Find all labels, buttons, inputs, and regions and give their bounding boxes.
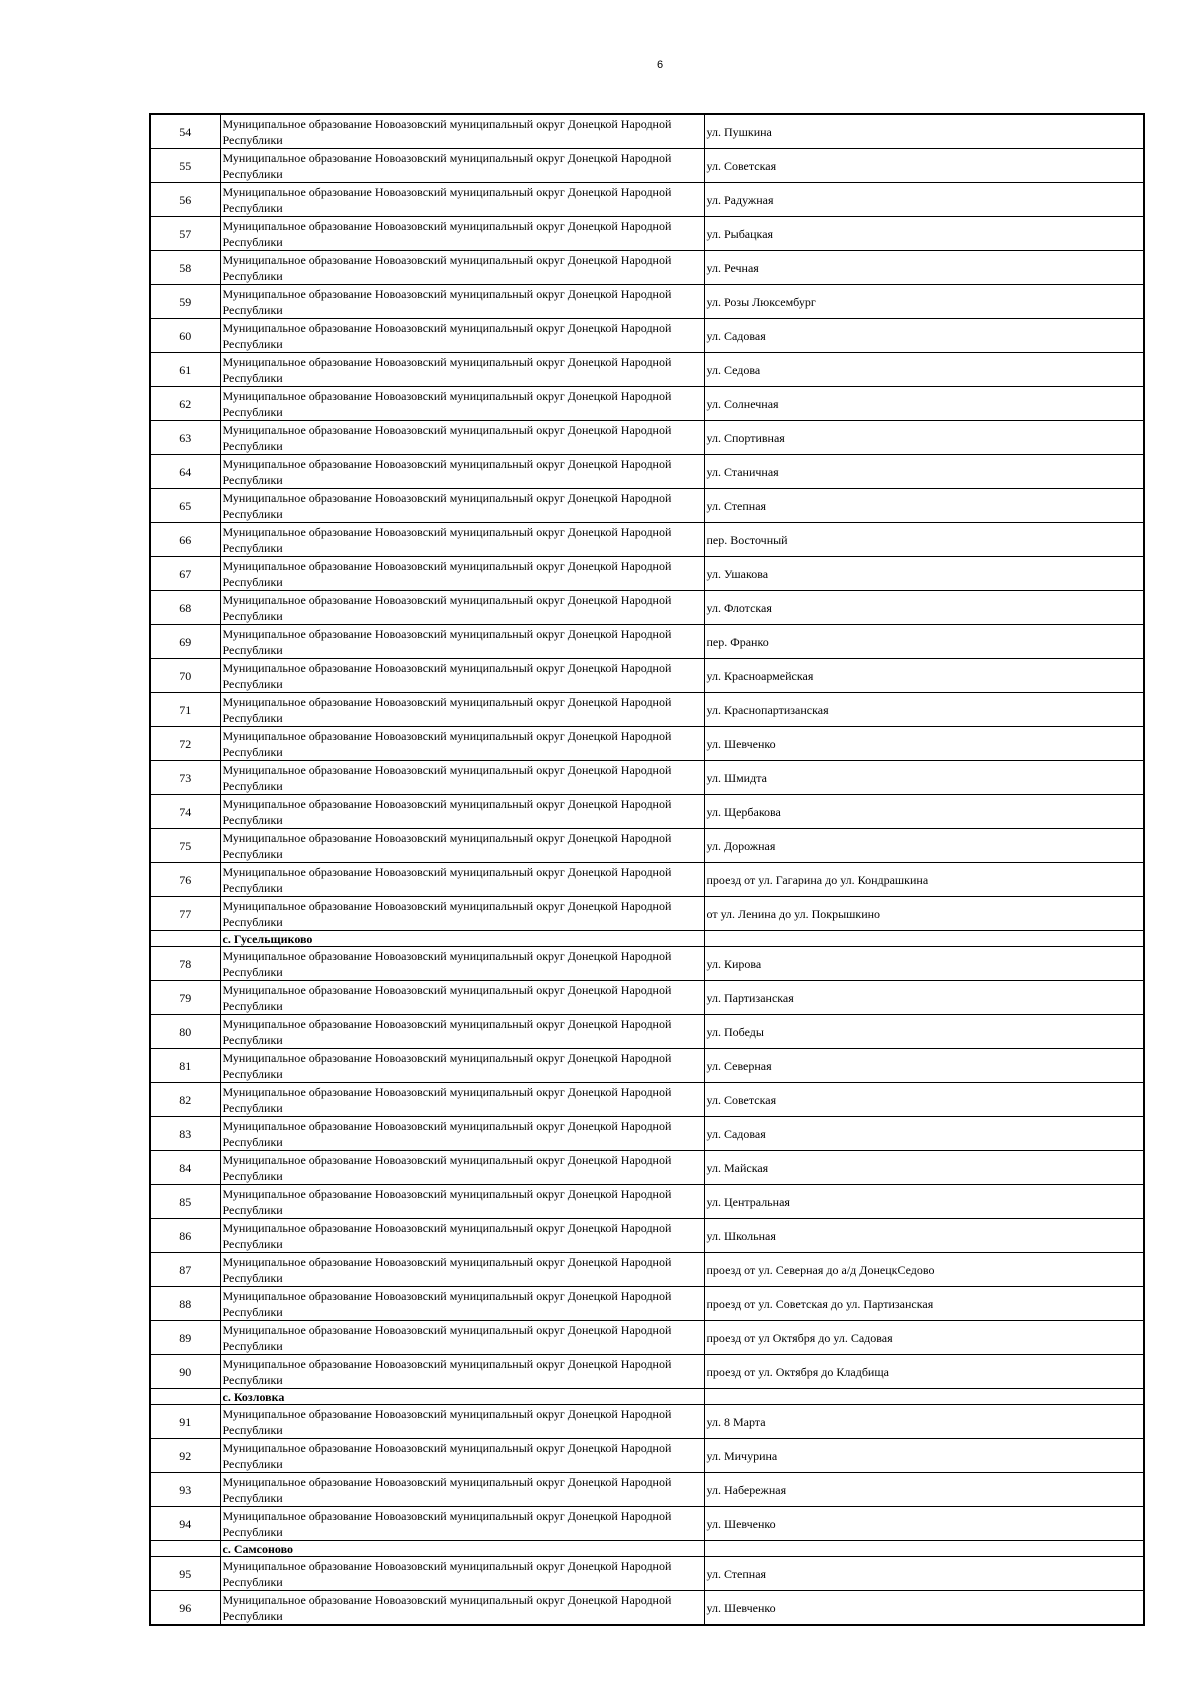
municipality-name: Муниципальное образование Новоазовский муниципальный округ Донецкой Народной Республики — [220, 693, 704, 727]
table-row — [150, 1253, 1144, 1287]
row-number: 95 — [150, 1557, 220, 1591]
street-name: ул. Пушкина — [704, 114, 1144, 149]
table-row — [150, 217, 1144, 251]
street-name: ул. Шевченко — [704, 1591, 1144, 1626]
road-list-table — [149, 113, 1145, 1626]
municipality-name: Муниципальное образование Новоазовский муниципальный округ Донецкой Народной Республики — [220, 421, 704, 455]
section-label: с. Самсоново — [220, 1541, 704, 1557]
row-number: 64 — [150, 455, 220, 489]
street-name: ул. Щербакова — [704, 795, 1144, 829]
table-row — [150, 829, 1144, 863]
street-name: ул. Речная — [704, 251, 1144, 285]
municipality-name: Муниципальное образование Новоазовский муниципальный округ Донецкой Народной Республики — [220, 761, 704, 795]
row-number: 68 — [150, 591, 220, 625]
row-number: 79 — [150, 981, 220, 1015]
street-name: проезд от ул. Северная до а/д ДонецкСедово — [704, 1253, 1144, 1287]
municipality-name: Муниципальное образование Новоазовский муниципальный округ Донецкой Народной Республики — [220, 353, 704, 387]
table-row — [150, 1321, 1144, 1355]
section-label: с. Козловка — [220, 1389, 704, 1405]
municipality-name: Муниципальное образование Новоазовский муниципальный округ Донецкой Народной Республики — [220, 1219, 704, 1253]
row-number: 83 — [150, 1117, 220, 1151]
table-row — [150, 1117, 1144, 1151]
table-row — [150, 1591, 1144, 1626]
street-name: ул. Набережная — [704, 1473, 1144, 1507]
municipality-name: Муниципальное образование Новоазовский муниципальный округ Донецкой Народной Республики — [220, 1253, 704, 1287]
row-number: 76 — [150, 863, 220, 897]
row-number: 67 — [150, 557, 220, 591]
municipality-name: Муниципальное образование Новоазовский муниципальный округ Донецкой Народной Республики — [220, 319, 704, 353]
municipality-name: Муниципальное образование Новоазовский муниципальный округ Донецкой Народной Республики — [220, 1355, 704, 1389]
municipality-name: Муниципальное образование Новоазовский муниципальный округ Донецкой Народной Республики — [220, 114, 704, 149]
municipality-name: Муниципальное образование Новоазовский муниципальный округ Донецкой Народной Республики — [220, 1117, 704, 1151]
section-header-row — [150, 1541, 1144, 1557]
table-row — [150, 149, 1144, 183]
street-name: ул. Станичная — [704, 455, 1144, 489]
municipality-name: Муниципальное образование Новоазовский муниципальный округ Донецкой Народной Республики — [220, 387, 704, 421]
row-number: 59 — [150, 285, 220, 319]
table-row — [150, 489, 1144, 523]
table-row — [150, 863, 1144, 897]
street-name: ул. Мичурина — [704, 1439, 1144, 1473]
section-street-cell — [704, 931, 1144, 947]
row-number: 78 — [150, 947, 220, 981]
table-row — [150, 897, 1144, 931]
street-name: ул. Советская — [704, 149, 1144, 183]
municipality-name: Муниципальное образование Новоазовский муниципальный округ Донецкой Народной Республики — [220, 455, 704, 489]
table-row — [150, 761, 1144, 795]
municipality-name: Муниципальное образование Новоазовский муниципальный округ Донецкой Народной Республики — [220, 1049, 704, 1083]
page-number: 6 — [656, 59, 664, 71]
street-name: ул. Садовая — [704, 319, 1144, 353]
table-row — [150, 1507, 1144, 1541]
street-name: ул. Рыбацкая — [704, 217, 1144, 251]
street-name: ул. Партизанская — [704, 981, 1144, 1015]
table-row — [150, 114, 1144, 149]
street-name: проезд от ул. Советская до ул. Партизанская — [704, 1287, 1144, 1321]
row-number: 90 — [150, 1355, 220, 1389]
street-name: ул. Дорожная — [704, 829, 1144, 863]
row-number: 71 — [150, 693, 220, 727]
municipality-name: Муниципальное образование Новоазовский муниципальный округ Донецкой Народной Республики — [220, 1321, 704, 1355]
section-street-cell — [704, 1541, 1144, 1557]
street-name: ул. Розы Люксембург — [704, 285, 1144, 319]
municipality-name: Муниципальное образование Новоазовский муниципальный округ Донецкой Народной Республики — [220, 625, 704, 659]
street-name: ул. Школьная — [704, 1219, 1144, 1253]
street-name: ул. Кирова — [704, 947, 1144, 981]
street-name: ул. Степная — [704, 1557, 1144, 1591]
table-row — [150, 1355, 1144, 1389]
table-row — [150, 1083, 1144, 1117]
row-number: 73 — [150, 761, 220, 795]
row-number: 81 — [150, 1049, 220, 1083]
street-name: ул. Спортивная — [704, 421, 1144, 455]
municipality-name: Муниципальное образование Новоазовский муниципальный округ Донецкой Народной Республики — [220, 183, 704, 217]
street-name: ул. Шмидта — [704, 761, 1144, 795]
table-row — [150, 1185, 1144, 1219]
row-number: 63 — [150, 421, 220, 455]
row-number: 85 — [150, 1185, 220, 1219]
street-name: от ул. Ленина до ул. Покрышкино — [704, 897, 1144, 931]
street-name: ул. Шевченко — [704, 727, 1144, 761]
street-name: ул. Солнечная — [704, 387, 1144, 421]
street-name: ул. Радужная — [704, 183, 1144, 217]
municipality-name: Муниципальное образование Новоазовский муниципальный округ Донецкой Народной Республики — [220, 149, 704, 183]
table-row — [150, 981, 1144, 1015]
municipality-name: Муниципальное образование Новоазовский муниципальный округ Донецкой Народной Республики — [220, 1015, 704, 1049]
table-row — [150, 319, 1144, 353]
street-name: ул. Советская — [704, 1083, 1144, 1117]
row-number: 89 — [150, 1321, 220, 1355]
municipality-name: Муниципальное образование Новоазовский муниципальный округ Донецкой Народной Республики — [220, 523, 704, 557]
row-number: 72 — [150, 727, 220, 761]
municipality-name: Муниципальное образование Новоазовский муниципальный округ Донецкой Народной Республики — [220, 795, 704, 829]
row-number: 82 — [150, 1083, 220, 1117]
table-row — [150, 795, 1144, 829]
row-number: 54 — [150, 114, 220, 149]
table-row — [150, 947, 1144, 981]
street-name: ул. Седова — [704, 353, 1144, 387]
street-name: ул. Центральная — [704, 1185, 1144, 1219]
table-row — [150, 421, 1144, 455]
municipality-name: Муниципальное образование Новоазовский муниципальный округ Донецкой Народной Республики — [220, 591, 704, 625]
row-number: 74 — [150, 795, 220, 829]
row-number: 84 — [150, 1151, 220, 1185]
section-number-cell — [150, 1541, 220, 1557]
section-number-cell — [150, 931, 220, 947]
municipality-name: Муниципальное образование Новоазовский муниципальный округ Донецкой Народной Республики — [220, 947, 704, 981]
municipality-name: Муниципальное образование Новоазовский муниципальный округ Донецкой Народной Республики — [220, 1287, 704, 1321]
street-name: ул. Садовая — [704, 1117, 1144, 1151]
table-row — [150, 285, 1144, 319]
municipality-name: Муниципальное образование Новоазовский муниципальный округ Донецкой Народной Республики — [220, 1473, 704, 1507]
table-row — [150, 523, 1144, 557]
row-number: 69 — [150, 625, 220, 659]
street-name: ул. Флотская — [704, 591, 1144, 625]
table-row — [150, 183, 1144, 217]
street-name: пер. Восточный — [704, 523, 1144, 557]
table-row — [150, 1015, 1144, 1049]
municipality-name: Муниципальное образование Новоазовский муниципальный округ Донецкой Народной Республики — [220, 1591, 704, 1626]
table-row — [150, 591, 1144, 625]
table-row — [150, 1151, 1144, 1185]
municipality-name: Муниципальное образование Новоазовский муниципальный округ Донецкой Народной Республики — [220, 1083, 704, 1117]
municipality-name: Муниципальное образование Новоазовский муниципальный округ Донецкой Народной Республики — [220, 1507, 704, 1541]
row-number: 60 — [150, 319, 220, 353]
row-number: 92 — [150, 1439, 220, 1473]
row-number: 88 — [150, 1287, 220, 1321]
table-row — [150, 1473, 1144, 1507]
row-number: 75 — [150, 829, 220, 863]
street-name: ул. 8 Марта — [704, 1405, 1144, 1439]
table-row — [150, 387, 1144, 421]
row-number: 62 — [150, 387, 220, 421]
table-row — [150, 455, 1144, 489]
section-header-row — [150, 1389, 1144, 1405]
table-row — [150, 1049, 1144, 1083]
municipality-name: Муниципальное образование Новоазовский муниципальный округ Донецкой Народной Республики — [220, 1185, 704, 1219]
municipality-name: Муниципальное образование Новоазовский муниципальный округ Донецкой Народной Республики — [220, 829, 704, 863]
table-row — [150, 557, 1144, 591]
street-name: ул. Ушакова — [704, 557, 1144, 591]
row-number: 94 — [150, 1507, 220, 1541]
municipality-name: Муниципальное образование Новоазовский муниципальный округ Донецкой Народной Республики — [220, 217, 704, 251]
street-name: проезд от ул. Гагарина до ул. Кондрашкина — [704, 863, 1144, 897]
municipality-name: Муниципальное образование Новоазовский муниципальный округ Донецкой Народной Республики — [220, 1557, 704, 1591]
row-number: 65 — [150, 489, 220, 523]
municipality-name: Муниципальное образование Новоазовский муниципальный округ Донецкой Народной Республики — [220, 897, 704, 931]
street-name: проезд от ул Октября до ул. Садовая — [704, 1321, 1144, 1355]
street-name: ул. Шевченко — [704, 1507, 1144, 1541]
street-name: ул. Краснопартизанская — [704, 693, 1144, 727]
row-number: 61 — [150, 353, 220, 387]
row-number: 86 — [150, 1219, 220, 1253]
table-row — [150, 1439, 1144, 1473]
table-body — [150, 114, 1144, 1625]
row-number: 87 — [150, 1253, 220, 1287]
street-name: пер. Франко — [704, 625, 1144, 659]
municipality-name: Муниципальное образование Новоазовский муниципальный округ Донецкой Народной Республики — [220, 285, 704, 319]
table-row — [150, 1557, 1144, 1591]
municipality-name: Муниципальное образование Новоазовский муниципальный округ Донецкой Народной Республики — [220, 489, 704, 523]
table-row — [150, 625, 1144, 659]
street-name: проезд от ул. Октября до Кладбища — [704, 1355, 1144, 1389]
street-name: ул. Северная — [704, 1049, 1144, 1083]
row-number: 70 — [150, 659, 220, 693]
street-name: ул. Степная — [704, 489, 1144, 523]
municipality-name: Муниципальное образование Новоазовский муниципальный округ Донецкой Народной Республики — [220, 981, 704, 1015]
section-number-cell — [150, 1389, 220, 1405]
municipality-name: Муниципальное образование Новоазовский муниципальный округ Донецкой Народной Республики — [220, 727, 704, 761]
row-number: 91 — [150, 1405, 220, 1439]
municipality-name: Муниципальное образование Новоазовский муниципальный округ Донецкой Народной Республики — [220, 251, 704, 285]
table-row — [150, 251, 1144, 285]
table-row — [150, 1287, 1144, 1321]
municipality-name: Муниципальное образование Новоазовский муниципальный округ Донецкой Народной Республики — [220, 863, 704, 897]
section-street-cell — [704, 1389, 1144, 1405]
municipality-name: Муниципальное образование Новоазовский муниципальный округ Донецкой Народной Республики — [220, 1439, 704, 1473]
municipality-name: Муниципальное образование Новоазовский муниципальный округ Донецкой Народной Республики — [220, 1151, 704, 1185]
row-number: 80 — [150, 1015, 220, 1049]
municipality-name: Муниципальное образование Новоазовский муниципальный округ Донецкой Народной Республики — [220, 659, 704, 693]
street-name: ул. Победы — [704, 1015, 1144, 1049]
row-number: 96 — [150, 1591, 220, 1626]
street-name: ул. Красноармейская — [704, 659, 1144, 693]
table-row — [150, 693, 1144, 727]
row-number: 58 — [150, 251, 220, 285]
row-number: 56 — [150, 183, 220, 217]
row-number: 57 — [150, 217, 220, 251]
section-header-row — [150, 931, 1144, 947]
table-row — [150, 1405, 1144, 1439]
municipality-name: Муниципальное образование Новоазовский муниципальный округ Донецкой Народной Республики — [220, 1405, 704, 1439]
row-number: 66 — [150, 523, 220, 557]
table-row — [150, 659, 1144, 693]
table-row — [150, 727, 1144, 761]
section-label: с. Гусельщиково — [220, 931, 704, 947]
table-row — [150, 1219, 1144, 1253]
row-number: 93 — [150, 1473, 220, 1507]
row-number: 77 — [150, 897, 220, 931]
row-number: 55 — [150, 149, 220, 183]
table-row — [150, 353, 1144, 387]
street-name: ул. Майская — [704, 1151, 1144, 1185]
municipality-name: Муниципальное образование Новоазовский муниципальный округ Донецкой Народной Республики — [220, 557, 704, 591]
